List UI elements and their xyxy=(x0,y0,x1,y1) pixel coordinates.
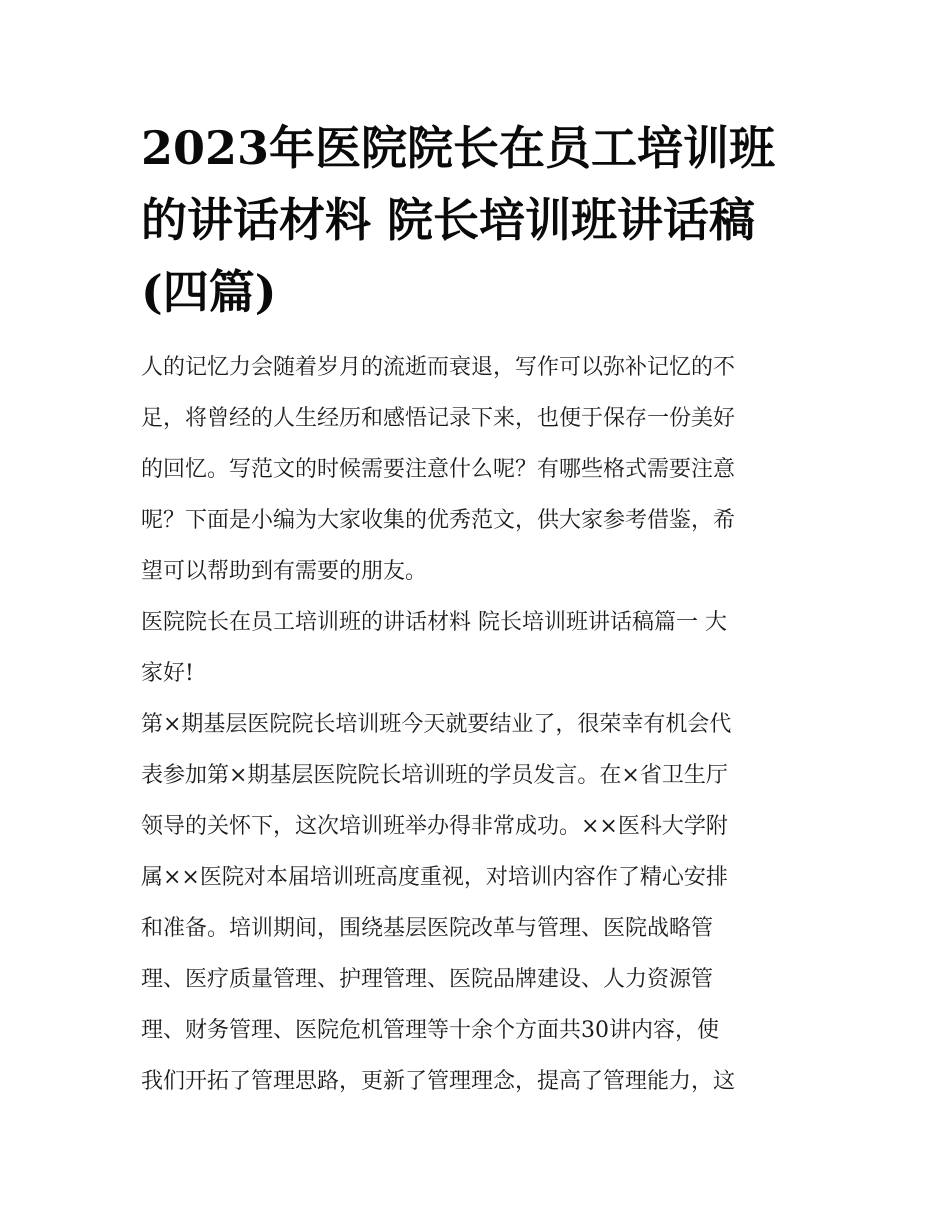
text-line: 医院院长在员工培训班的讲话材料 院长培训班讲话稿篇一 大 xyxy=(141,610,727,635)
document-title xyxy=(141,112,811,328)
text-line: 理、医疗质量管理、护理管理、医院品牌建设、人力资源管 xyxy=(141,967,714,992)
text-line: 我们开拓了管理思路，更新了管理理念，提高了管理能力，这 xyxy=(141,1069,736,1094)
title-line: 2023年医院院长在员工培训班 xyxy=(141,121,776,175)
title-line: 的讲话材料 院长培训班讲话稿 xyxy=(141,193,756,247)
text-line: 第×期基层医院院长培训班今天就要结业了，很荣幸有机会代 xyxy=(141,712,732,737)
text-line: 人的记忆力会随着岁月的流逝而衰退，写作可以弥补记忆的不 xyxy=(141,355,736,380)
text-line: 望可以帮助到有需要的朋友。 xyxy=(141,559,428,584)
text-line: 足，将曾经的人生经历和感悟记录下来，也便于保存一份美好 xyxy=(141,406,736,431)
text-line: 表参加第×期基层医院院长培训班的学员发言。在×省卫生厅 xyxy=(141,763,728,788)
text-line: 呢？下面是小编为大家收集的优秀范文，供大家参考借鉴，希 xyxy=(141,508,736,533)
document-page xyxy=(141,112,811,1107)
intro-paragraph xyxy=(141,342,811,597)
text-line: 属××医院对本届培训班高度重视，对培训内容作了精心安排 xyxy=(141,865,728,890)
text-line: 领导的关怀下，这次培训班举办得非常成功。××医科大学附 xyxy=(141,814,728,839)
title-line: (四篇) xyxy=(141,265,277,319)
document-body xyxy=(141,342,811,1107)
text-line: 的回忆。写范文的时候需要注意什么呢？有哪些格式需要注意 xyxy=(141,457,736,482)
text-line: 和准备。培训期间，围绕基层医院改革与管理、医院战略管 xyxy=(141,916,714,941)
text-line: 理、财务管理、医院危机管理等十余个方面共30讲内容，使 xyxy=(141,1018,719,1043)
body-paragraph xyxy=(141,699,811,1107)
section-heading xyxy=(141,597,811,699)
text-line: 家好! xyxy=(141,661,194,686)
